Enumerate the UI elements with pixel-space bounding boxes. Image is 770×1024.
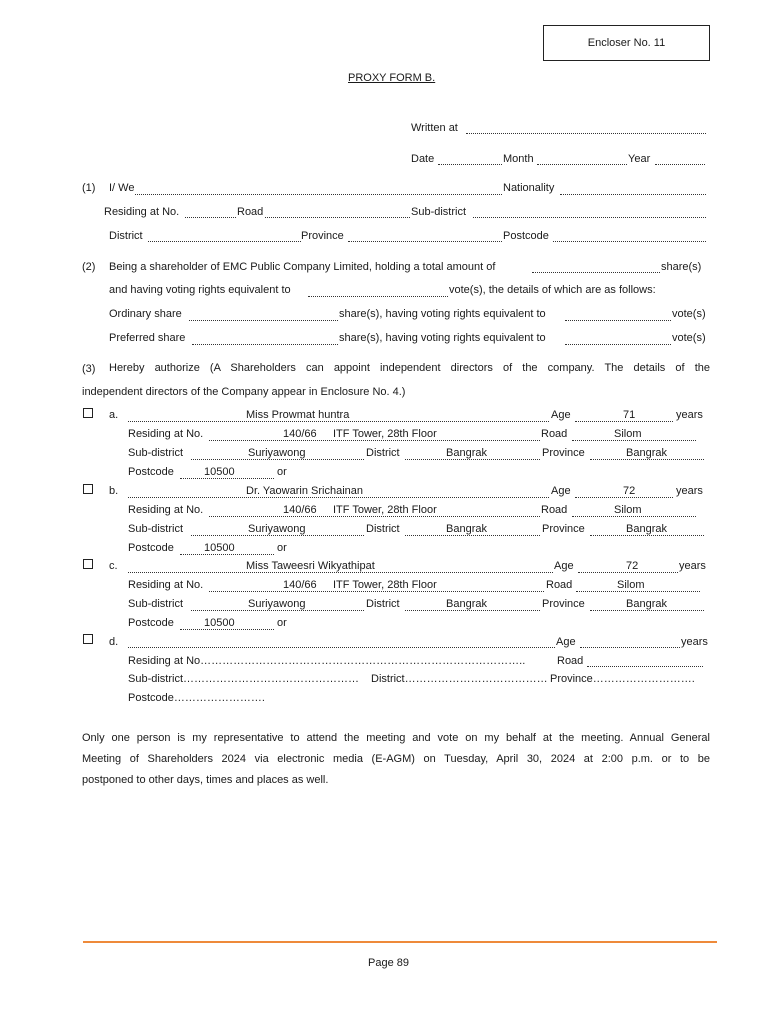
enclosure-label: Encloser No. 11 xyxy=(587,37,666,49)
proxy-d-postcode[interactable]: Postcode……………………. xyxy=(128,692,265,704)
postcode-field[interactable] xyxy=(553,241,706,242)
residing-field[interactable] xyxy=(185,217,236,218)
proxy-a-years-label: years xyxy=(676,409,703,421)
proxy-b-age-field[interactable] xyxy=(575,497,673,498)
proxy-c-or: or xyxy=(277,617,287,629)
proxy-b-residing-field[interactable] xyxy=(209,516,540,517)
written-at-label: Written at xyxy=(411,122,458,134)
proxy-c-age: 72 xyxy=(626,560,639,572)
ordinary-votes-label: vote(s) xyxy=(672,308,706,320)
proxy-c-postcode-label: Postcode xyxy=(128,617,174,629)
page-number: Page 89 xyxy=(368,957,409,969)
preferred-share-text: share(s), having voting rights equivalent to xyxy=(339,332,546,344)
residing-label: Residing at No. xyxy=(104,206,180,218)
proxy-a-postcode-label: Postcode xyxy=(128,466,174,478)
votes-details-text: vote(s), the details of which are as follows: xyxy=(449,284,656,296)
proxy-c-district-field[interactable] xyxy=(405,610,540,611)
proxy-c-road-label: Road xyxy=(546,579,573,591)
month-field[interactable] xyxy=(537,164,627,165)
section-1-number: (1) xyxy=(82,182,96,194)
proxy-c-name-field[interactable] xyxy=(128,572,553,573)
proxy-a-checkbox[interactable] xyxy=(83,408,93,418)
proxy-a-letter: a. xyxy=(109,409,119,421)
proxy-d-letter: d. xyxy=(109,636,119,648)
proxy-b-province: Bangrak xyxy=(626,523,667,535)
nationality-label: Nationality xyxy=(503,182,555,194)
date-label: Date xyxy=(411,153,435,165)
closing-line-2: Meeting of Shareholders 2024 via electronic media (E-AGM) on Tuesday, April 30, 2024 at 2:00 p.m. or to be xyxy=(82,753,710,765)
preferred-votes-label: vote(s) xyxy=(672,332,706,344)
province-label: Province xyxy=(301,230,344,242)
proxy-c-letter: c. xyxy=(109,560,118,572)
proxy-c-age-field[interactable] xyxy=(578,572,678,573)
proxy-a-age-field[interactable] xyxy=(575,421,673,422)
proxy-a-province-label: Province xyxy=(542,447,585,459)
proxy-c-postcode-field[interactable] xyxy=(180,629,274,630)
proxy-a-subdistrict: Suriyawong xyxy=(248,447,306,459)
proxy-b-province-label: Province xyxy=(542,523,585,535)
proxy-b-residing-label: Residing at No. xyxy=(128,504,204,516)
proxy-c-no: 140/66 xyxy=(283,579,317,591)
proxy-a-no: 140/66 xyxy=(283,428,317,440)
proxy-b-or: or xyxy=(277,542,287,554)
proxy-b-district-field[interactable] xyxy=(405,535,540,536)
proxy-d-subdistrict[interactable]: Sub-district………………………………………… xyxy=(128,673,360,685)
postcode-label: Postcode xyxy=(503,230,549,242)
road-field[interactable] xyxy=(265,217,410,218)
closing-line-3: postponed to other days, times and places as well. xyxy=(82,774,329,786)
nationality-field[interactable] xyxy=(560,194,706,195)
proxy-c-subdistrict-label: Sub-district xyxy=(128,598,184,610)
proxy-b-age: 72 xyxy=(623,485,636,497)
year-label: Year xyxy=(628,153,651,165)
proxy-a-subdistrict-field[interactable] xyxy=(191,459,364,460)
proxy-d-province[interactable]: Province………………………. xyxy=(550,673,695,685)
proxy-b-subdistrict-field[interactable] xyxy=(191,535,364,536)
proxy-a-name-field[interactable] xyxy=(128,421,549,422)
proxy-d-years-label: years xyxy=(681,636,708,648)
total-shares-field[interactable] xyxy=(532,272,660,273)
written-at-field[interactable] xyxy=(466,133,706,134)
proxy-b-road-label: Road xyxy=(541,504,568,516)
authorize-text-line-2: independent directors of the Company appear in Enclosure No. 4.) xyxy=(82,386,406,398)
preferred-share-field[interactable] xyxy=(192,344,338,345)
proxy-a-postcode: 10500 xyxy=(204,466,235,478)
district-field[interactable] xyxy=(148,241,301,242)
subdistrict-field[interactable] xyxy=(473,217,706,218)
closing-line-1: Only one person is my representative to attend the meeting and vote on my behalf at the meeting. Annual General xyxy=(82,732,710,744)
enclosure-box xyxy=(543,25,710,61)
ordinary-votes-field[interactable] xyxy=(565,320,671,321)
proxy-b-age-label: Age xyxy=(551,485,571,497)
iwe-field[interactable] xyxy=(135,194,502,195)
year-field[interactable] xyxy=(655,164,705,165)
proxy-b-name: Dr. Yaowarin Srichainan xyxy=(246,485,363,497)
proxy-b-road: Silom xyxy=(614,504,642,516)
district-label: District xyxy=(109,230,143,242)
proxy-c-checkbox[interactable] xyxy=(83,559,93,569)
proxy-a-or: or xyxy=(277,466,287,478)
proxy-c-residing-field[interactable] xyxy=(209,591,544,592)
road-label: Road xyxy=(237,206,264,218)
proxy-b-subdistrict-label: Sub-district xyxy=(128,523,184,535)
proxy-c-postcode: 10500 xyxy=(204,617,235,629)
proxy-d-road-label: Road xyxy=(557,655,584,667)
shares-label: share(s) xyxy=(661,261,702,273)
proxy-b-no: 140/66 xyxy=(283,504,317,516)
date-field[interactable] xyxy=(438,164,502,165)
proxy-d-district[interactable]: District………………………………… xyxy=(371,673,548,685)
proxy-b-checkbox[interactable] xyxy=(83,484,93,494)
proxy-d-age-label: Age xyxy=(556,636,576,648)
section-2-number: (2) xyxy=(82,261,96,273)
proxy-b-name-field[interactable] xyxy=(128,497,549,498)
proxy-b-district-label: District xyxy=(366,523,400,535)
proxy-b-district: Bangrak xyxy=(446,523,487,535)
proxy-a-residing-label: Residing at No. xyxy=(128,428,204,440)
proxy-a-residing-field[interactable] xyxy=(209,440,540,441)
proxy-b-postcode-field[interactable] xyxy=(180,554,274,555)
proxy-b-road-field[interactable] xyxy=(572,516,696,517)
proxy-a-subdistrict-label: Sub-district xyxy=(128,447,184,459)
proxy-b-subdistrict: Suriyawong xyxy=(248,523,306,535)
footer-divider xyxy=(83,941,717,943)
total-votes-field[interactable] xyxy=(308,296,448,297)
proxy-c-name: Miss Taweesri Wikyathipat xyxy=(246,560,375,572)
proxy-b-postcode: 10500 xyxy=(204,542,235,554)
preferred-votes-field[interactable] xyxy=(565,344,671,345)
proxy-a-province: Bangrak xyxy=(626,447,667,459)
proxy-a-address: ITF Tower, 28th Floor xyxy=(333,428,437,440)
form-title: PROXY FORM B. xyxy=(348,72,436,84)
proxy-a-district-field[interactable] xyxy=(405,459,540,460)
subdistrict-label: Sub-district xyxy=(411,206,467,218)
proxy-c-road: Silom xyxy=(617,579,645,591)
proxy-b-postcode-label: Postcode xyxy=(128,542,174,554)
proxy-a-road-label: Road xyxy=(541,428,568,440)
proxy-a-road: Silom xyxy=(614,428,642,440)
proxy-a-name: Miss Prowmat huntra xyxy=(246,409,350,421)
proxy-a-road-field[interactable] xyxy=(572,440,696,441)
section-3-number: (3) xyxy=(82,363,96,375)
proxy-c-district: Bangrak xyxy=(446,598,487,610)
proxy-a-district-label: District xyxy=(366,447,400,459)
proxy-c-province: Bangrak xyxy=(626,598,667,610)
proxy-a-postcode-field[interactable] xyxy=(180,478,274,479)
month-label: Month xyxy=(503,153,534,165)
proxy-d-name-field[interactable] xyxy=(128,647,555,648)
proxy-b-province-field[interactable] xyxy=(590,535,704,536)
proxy-c-province-field[interactable] xyxy=(590,610,704,611)
proxy-a-age: 71 xyxy=(623,409,636,421)
proxy-c-subdistrict-field[interactable] xyxy=(191,610,364,611)
proxy-c-years-label: years xyxy=(679,560,706,572)
shareholder-text: Being a shareholder of EMC Public Company Limited, holding a total amount of xyxy=(109,261,496,273)
proxy-c-residing-label: Residing at No. xyxy=(128,579,204,591)
proxy-c-province-label: Province xyxy=(542,598,585,610)
proxy-b-years-label: years xyxy=(676,485,703,497)
voting-rights-text: and having voting rights equivalent to xyxy=(109,284,291,296)
province-field[interactable] xyxy=(348,241,502,242)
proxy-a-district: Bangrak xyxy=(446,447,487,459)
proxy-d-age-field[interactable] xyxy=(580,647,680,648)
ordinary-share-text: share(s), having voting rights equivalent to xyxy=(339,308,546,320)
proxy-d-residing[interactable]: Residing at No…………………………………………………………………………….. xyxy=(128,655,526,667)
proxy-c-district-label: District xyxy=(366,598,400,610)
proxy-a-province-field[interactable] xyxy=(590,459,704,460)
proxy-d-checkbox[interactable] xyxy=(83,634,93,644)
proxy-c-age-label: Age xyxy=(554,560,574,572)
ordinary-share-field[interactable] xyxy=(189,320,338,321)
proxy-c-address: ITF Tower, 28th Floor xyxy=(333,579,437,591)
proxy-c-subdistrict: Suriyawong xyxy=(248,598,306,610)
iwe-label: I/ We xyxy=(109,182,135,194)
proxy-d-road-field[interactable] xyxy=(587,666,703,667)
preferred-share-label: Preferred share xyxy=(109,332,186,344)
proxy-b-letter: b. xyxy=(109,485,119,497)
proxy-b-address: ITF Tower, 28th Floor xyxy=(333,504,437,516)
ordinary-share-label: Ordinary share xyxy=(109,308,182,320)
proxy-a-age-label: Age xyxy=(551,409,571,421)
proxy-c-road-field[interactable] xyxy=(576,591,700,592)
authorize-text-line-1: Hereby authorize (A Shareholders can appoint independent directors of the company. The details of the xyxy=(109,362,710,374)
